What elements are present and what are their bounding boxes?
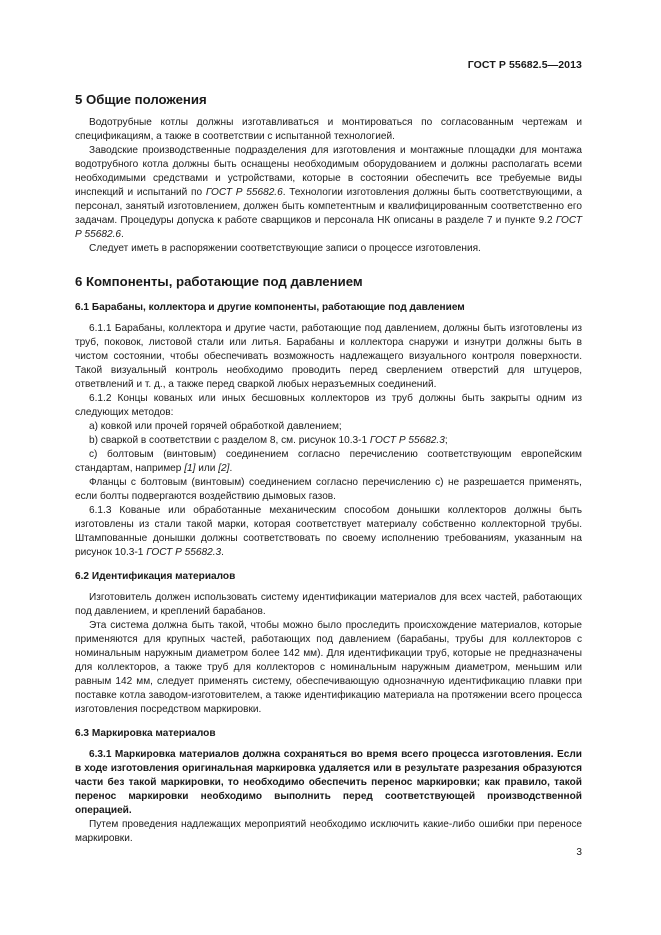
paragraph: 6.1.2 Концы кованых или иных бесшовных коллекторов из труб должны быть закрыты одним из следующих методов: — [75, 393, 582, 418]
standard-reference: ГОСТ Р 55682.3 — [369, 435, 445, 446]
page-number: 3 — [576, 847, 582, 858]
paragraph: 6.3.1 Маркировка материалов должна сохраняться во время всего процесса изготовления. Если в ходе изготовления оригинальная маркировка удаляется или в результате разрезания образуются части без такой маркировки, то необходимо обеспечить перенос маркировки; как правило, такой перенос маркировки необходимо выполнить перед соответствующей производственной операцией. — [75, 749, 582, 816]
subsection-6-2-heading: 6.2 Идентификация материалов — [75, 571, 236, 582]
list-item: b) сваркой в соответствии с разделом 8, см. рисунок 10.3-1 ГОСТ Р 55682.3; — [89, 435, 448, 446]
standard-reference: ГОСТ Р 55682.3 — [146, 547, 222, 558]
paragraph: Изготовитель должен использовать систему идентификации материалов для всех частей, работающих под давлением, и креплений барабанов. — [75, 592, 582, 617]
subsection-6-3-heading: 6.3 Маркировка материалов — [75, 728, 216, 739]
paragraph: 6.1.3 Кованые или обработанные механическим способом донышки коллекторов должны быть изготовлены из стали такой марки, которая соответствует материалу собственно коллекторной трубы. Штампованные донышки должны соответствовать по своему исполнению требованиям, указанным на рисунок 10.3-1 ГОСТ Р 55682.3. — [75, 505, 582, 558]
bibliography-reference: [1] — [184, 463, 196, 474]
paragraph: Эта система должна быть такой, чтобы можно было проследить происхождение материалов, которые применяются для крупных частей, работающих под давлением (барабаны, трубы для коллекторов с номинальным наружным диаметром более 142 мм). Для идентификации труб, которые не предназначены для коллекторов, а также труб для коллекторов с номинальным наружным диаметром, меньшим или равным 142 мм, следует применять систему, обеспечивающую однозначную идентификацию плавки при поставке котла заводом-изготовителем, а также идентификацию материала на протяжении всего процесса изготовления посредством маркировки. — [75, 620, 582, 715]
list-item: c) болтовым (винтовым) соединением согласно перечислению соответствующим европейским стандартам, например [1] или [2]. — [75, 449, 582, 474]
standard-reference: ГОСТ Р 55682.6 — [205, 187, 283, 198]
document-header: ГОСТ Р 55682.5—2013 — [467, 59, 582, 71]
bibliography-reference: [2] — [218, 463, 230, 474]
standard-reference: ГОСТ Р 55682.6 — [75, 215, 582, 240]
list-item: a) ковкой или прочей горячей обработкой давлением; — [89, 421, 342, 432]
paragraph: Фланцы с болтовым (винтовым) соединением согласно перечислению c) не разрешается применять, если болты подвергаются воздействию дымовых газов. — [75, 477, 582, 502]
subsection-6-1-heading: 6.1 Барабаны, коллектора и другие компоненты, работающие под давлением — [75, 302, 465, 313]
section-5-heading: 5 Общие положения — [75, 92, 207, 107]
paragraph: Водотрубные котлы должны изготавливаться и монтироваться по согласованным чертежам и спецификациям, а также в соответствии с испытанной технологией. — [75, 117, 582, 142]
paragraph: Заводские производственные подразделения для изготовления и монтажные площадки для монтажа водотрубного котла должны быть оснащены необходимым оборудованием и должны располагать всеми необходимыми средствами и устройствами, которые в состоянии обеспечить все требуемые виды инспекций и испытаний по ГОСТ Р 55682.6. Технологии изготовления должны быть соответствующими, а персонал, занятый изготовлением, должен быть компетентным и квалифицированным соответственно его задачам. Процедуры допуска к работе сварщиков и персонала НК описаны в разделе 7 и пункте 9.2 ГОСТ Р 55682.6. — [75, 145, 582, 240]
section-6-heading: 6 Компоненты, работающие под давлением — [75, 274, 363, 289]
paragraph: Путем проведения надлежащих мероприятий необходимо исключить какие-либо ошибки при переносе маркировки. — [75, 819, 582, 844]
document-body — [75, 91, 582, 846]
paragraph: 6.1.1 Барабаны, коллектора и другие части, работающие под давлением, должны быть изготовлены из труб, поковок, листовой стали или литья. Барабаны и коллектора снаружи и изнутри должны быть в чистом состоянии, чтобы обеспечивать возможность надлежащего визуального контроля поверхности. Такой визуальный контроль необходимо проводить перед сверлением отверстий для штуцеров, ответвлений и т. д., а также перед сваркой любых неразъемных соединений. — [75, 323, 582, 390]
paragraph: Следует иметь в распоряжении соответствующие записи о процессе изготовления. — [89, 243, 481, 254]
